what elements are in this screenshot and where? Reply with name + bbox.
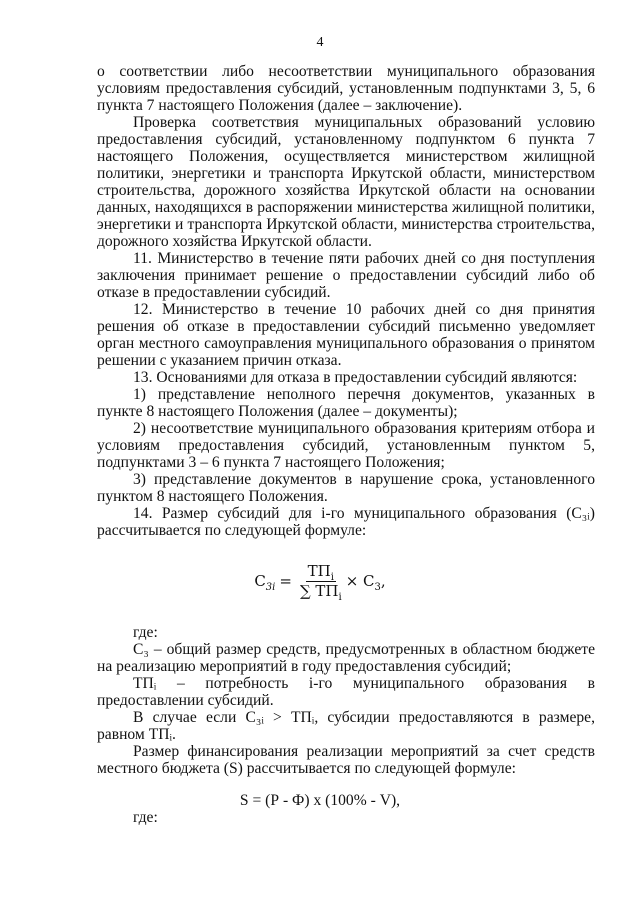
body-text-mid: [97, 624, 595, 777]
formula-fraction: $\frac{ТП_i}{\sum ТП_i}$: [299, 562, 342, 603]
paragraph-p1: о соответствии либо несоответствии муниципального образования условиям предоставления субсидий, установленным подпунктами 3, 5, 6 пункта 7 настоящего Положения (далее – заключение).: [97, 63, 595, 114]
paragraph-p3: 11. Министерство в течение пяти рабочих дней со дня поступления заключения принимает решение о предоставлении субсидий либо об отказе в предоставлении субсидий.: [97, 250, 595, 301]
paragraph-g3: ТПᵢ – потребность i-го муниципального образования в предоставлении субсидий.: [97, 675, 595, 709]
paragraph-p6: 1) представление неполного перечня документов, указанных в пункте 8 настоящего Положения (далее – документы);: [97, 386, 595, 420]
paragraph-p5: 13. Основаниями для отказа в предоставлении субсидий являются:: [133, 369, 578, 386]
paragraph-g2: С₃ – общий размер средств, предусмотренных в областном бюджете на реализацию мероприятий в году предоставления субсидий;: [97, 641, 595, 675]
paragraph-g4: В случае если С₃ᵢ > ТПᵢ, субсидии предоставляются в размере, равном ТПᵢ.: [97, 709, 595, 743]
formula-eq: =: [279, 572, 292, 590]
formula-budget: S = (Р - Ф) х (100% - V),: [239, 792, 401, 809]
paragraph-g5: Размер финансирования реализации мероприятий за счет средств местного бюджета (S) рассчитывается по следующей формуле:: [97, 743, 595, 777]
formula-rhs: × $С_3$,: [345, 572, 386, 593]
paragraph-g1: где:: [133, 624, 158, 641]
paragraph-p7: 2) несоответствие муниципального образования критериям отбора и условиям предоставления субсидий, установленным пунктом 5, подпунктами 3 – 6 пункта 7 настоящего Положения;: [97, 420, 595, 471]
formula-lhs: $С_{3i}$: [254, 572, 276, 593]
body-text-top: [97, 63, 595, 539]
paragraph-p2: Проверка соответствия муниципальных образований условию предоставления субсидий, установленному подпунктом 6 пункта 7 настоящего Положения, осуществляется министерством жилищной политики, энергетики и транспорта Иркутской области, министерством строительства, дорожного хозяйства Иркутской области на основании данных, находящихся в распоряжении министерства жилищной политики, энергетики и транспорта Иркутской области, министерства строительства, дорожного хозяйства Иркутской области.: [97, 114, 595, 250]
formula-subsidy: [0, 562, 640, 603]
page-number: 4: [316, 35, 324, 50]
paragraph-p4: 12. Министерство в течение 10 рабочих дней со дня принятия решения об отказе в предоставлении субсидий письменно уведомляет орган местного самоуправления муниципального образования о принятом решении с указанием причин отказа.: [97, 301, 595, 369]
paragraph-p8: 3) представление документов в нарушение срока, установленного пунктом 8 настоящего Положения.: [97, 471, 595, 505]
where-label-2: где:: [133, 809, 158, 826]
paragraph-p9: 14. Размер субсидий для i-го муниципального образования (С₃ᵢ) рассчитывается по следующей формуле:: [97, 505, 595, 539]
